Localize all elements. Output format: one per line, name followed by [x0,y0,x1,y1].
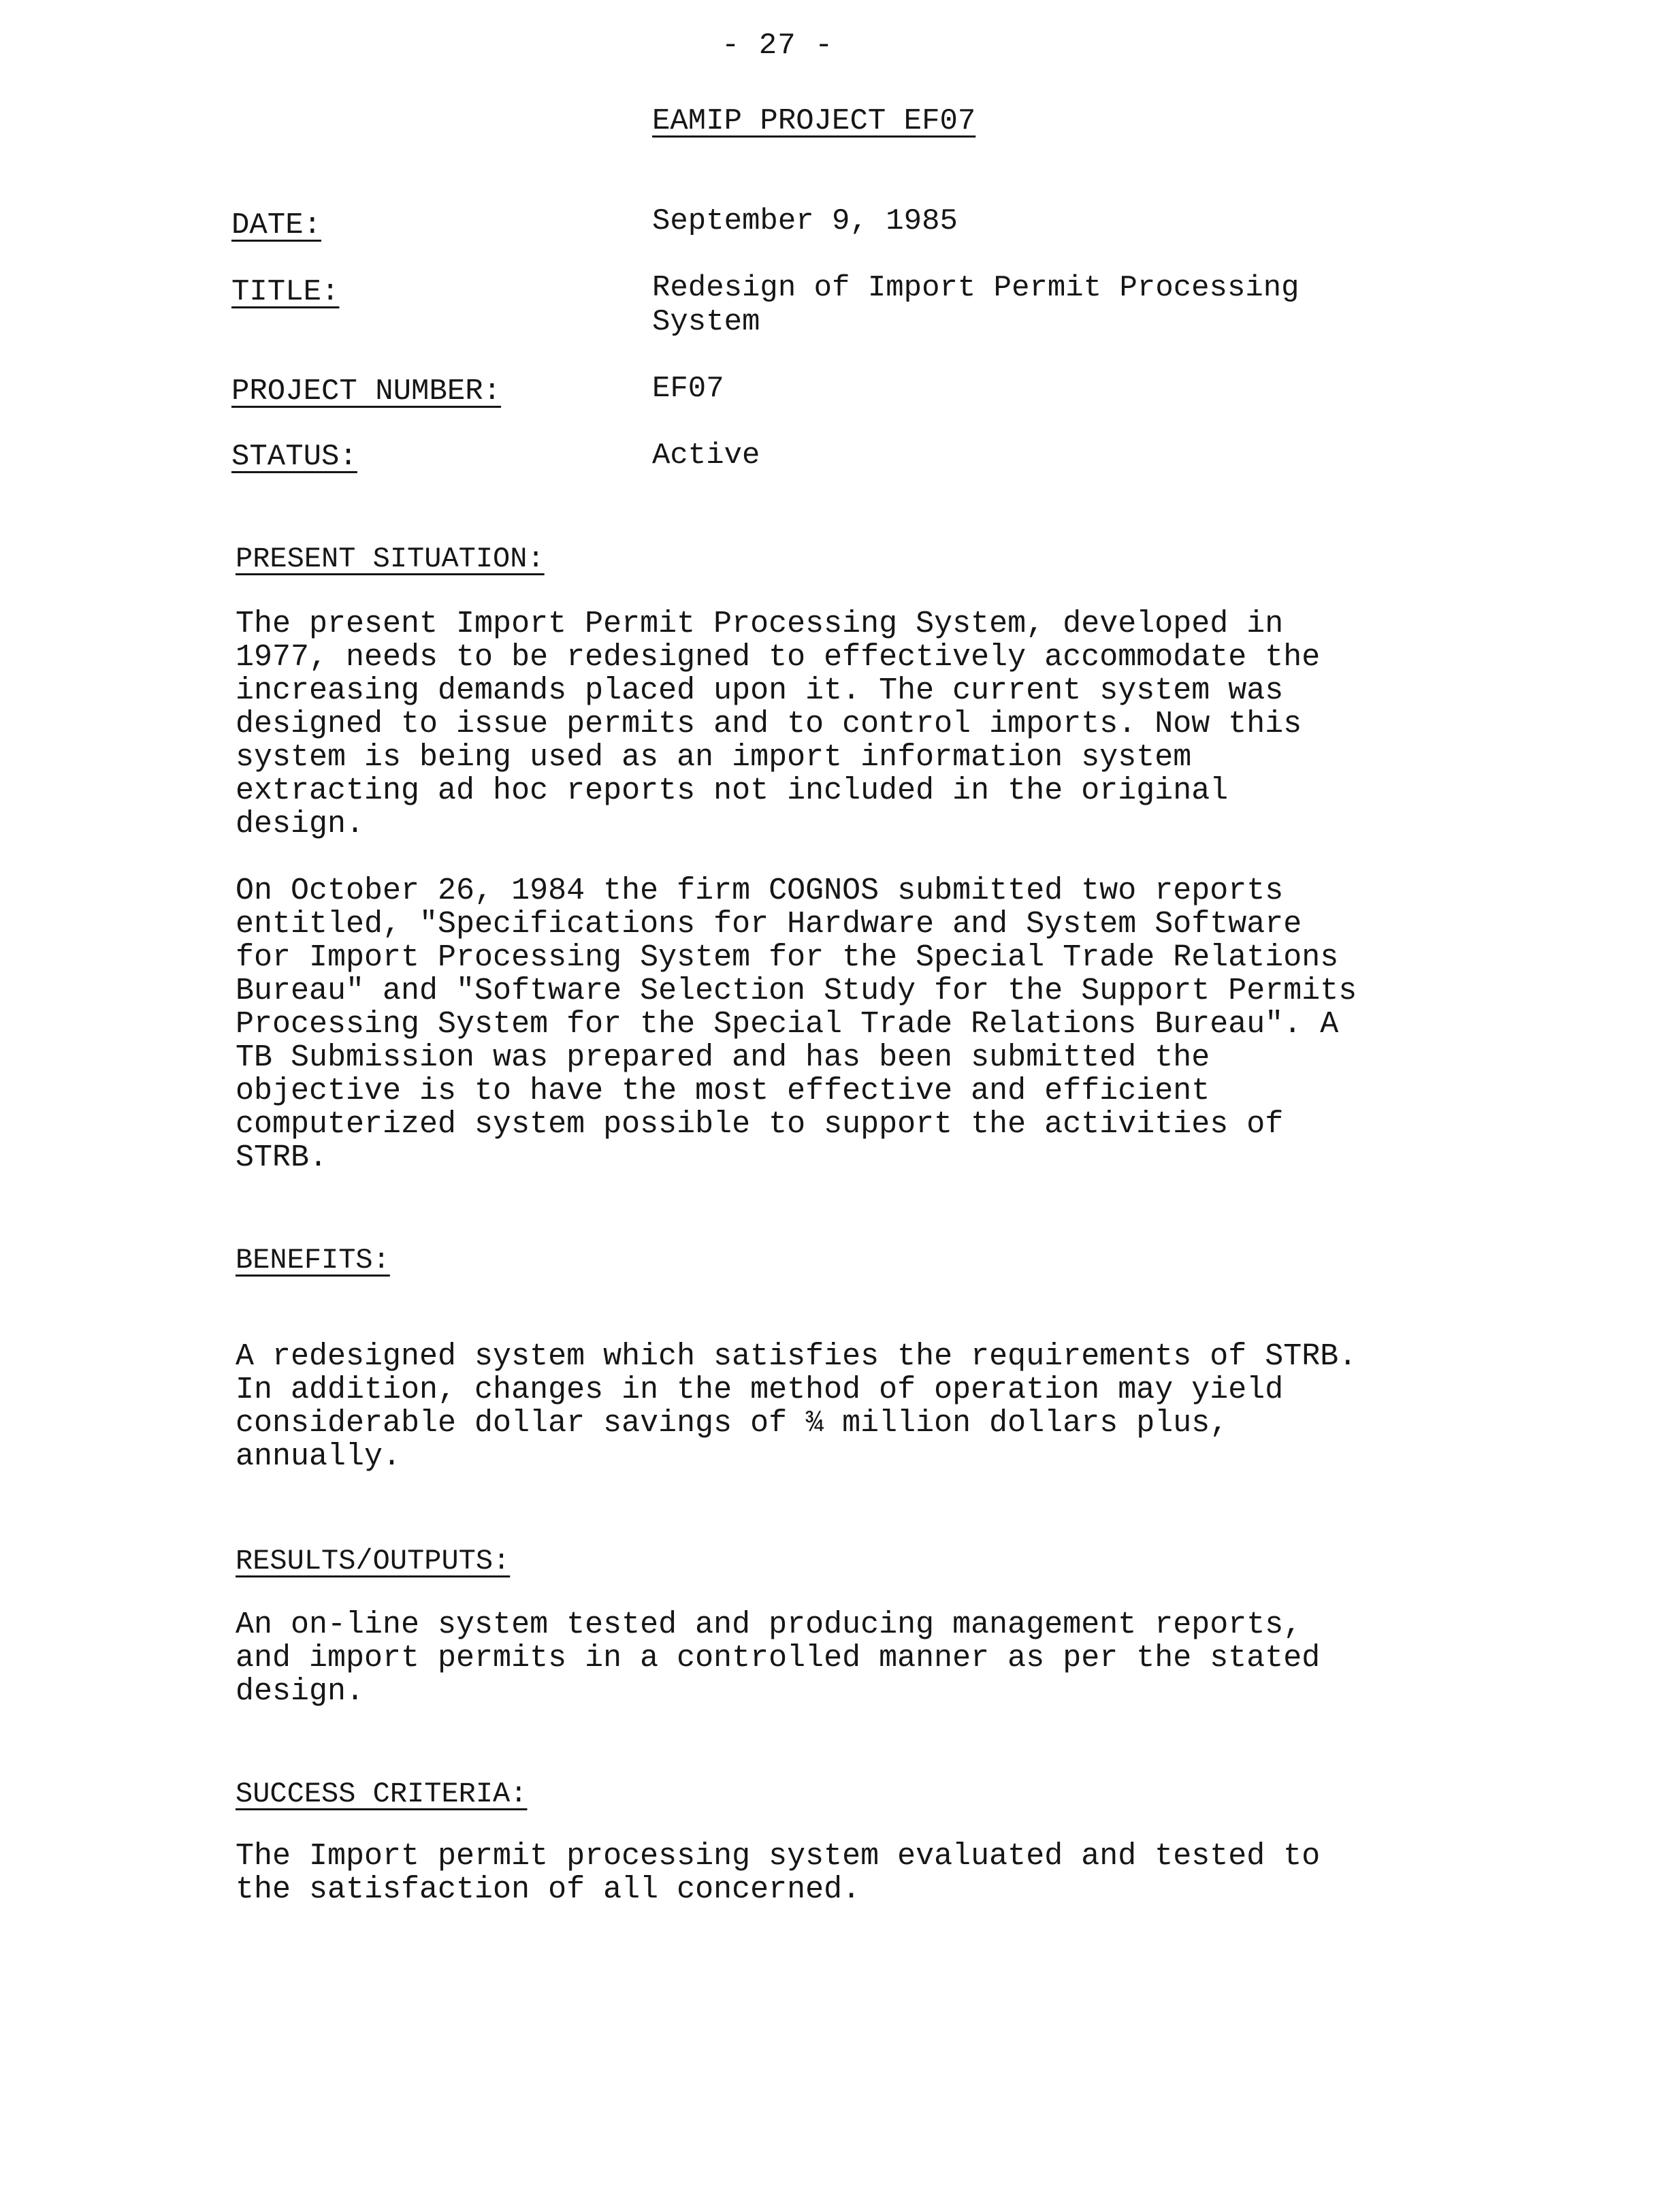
results-outputs-paragraph: An on-line system tested and producing management reports, and import permits in a controlled manner as per the stated design. [236,1607,1321,1709]
status-value: Active [652,438,760,472]
present-situation-heading: PRESENT SITUATION: [236,543,545,575]
results-outputs-heading: RESULTS/OUTPUTS: [236,1545,511,1577]
benefits-paragraph: A redesigned system which satisfies the requirements of STRB. In addition, changes in the method of operation may yield considerable dollar savings of ¾ million dollars plus, annually. [236,1339,1357,1474]
date-value: September 9, 1985 [652,204,958,238]
success-criteria-paragraph: The Import permit processing system evaluated and tested to the satisfaction of all concerned. [236,1839,1321,1907]
status-label: STATUS: [231,440,357,474]
project-number-label: PROJECT NUMBER: [231,374,502,408]
success-criteria-heading: SUCCESS CRITERIA: [236,1778,528,1810]
title-value: Redesign of Import Permit Processing System [652,271,1299,339]
benefits-heading: BENEFITS: [236,1244,390,1277]
present-situation-paragraph-1: The present Import Permit Processing System, developed in 1977, needs to be redesigned to effectively accommodate the increasing demands placed upon it. The current system was designed to issue permits and to control imports. Now this system is being used as an import information system extracting ad hoc reports not included in the original design. [236,607,1321,842]
present-situation-paragraph-2: On October 26, 1984 the firm COGNOS submitted two reports entitled, "Specifications for Hardware and System Software for Import Processing System for the Special Trade Relations Bureau" and "Software Selection Study for the Support Permits Processing System for the Special Trade Relations Bureau". A TB Submission was prepared and has been submitted the objective is to have the most effective and efficient computerized system possible to support the activities of STRB. [236,874,1357,1175]
document-title: EAMIP PROJECT EF07 [652,104,976,138]
project-number-value: EF07 [652,372,724,406]
date-label: DATE: [231,208,322,242]
page-number: - 27 - [722,29,834,63]
title-label: TITLE: [231,275,340,309]
